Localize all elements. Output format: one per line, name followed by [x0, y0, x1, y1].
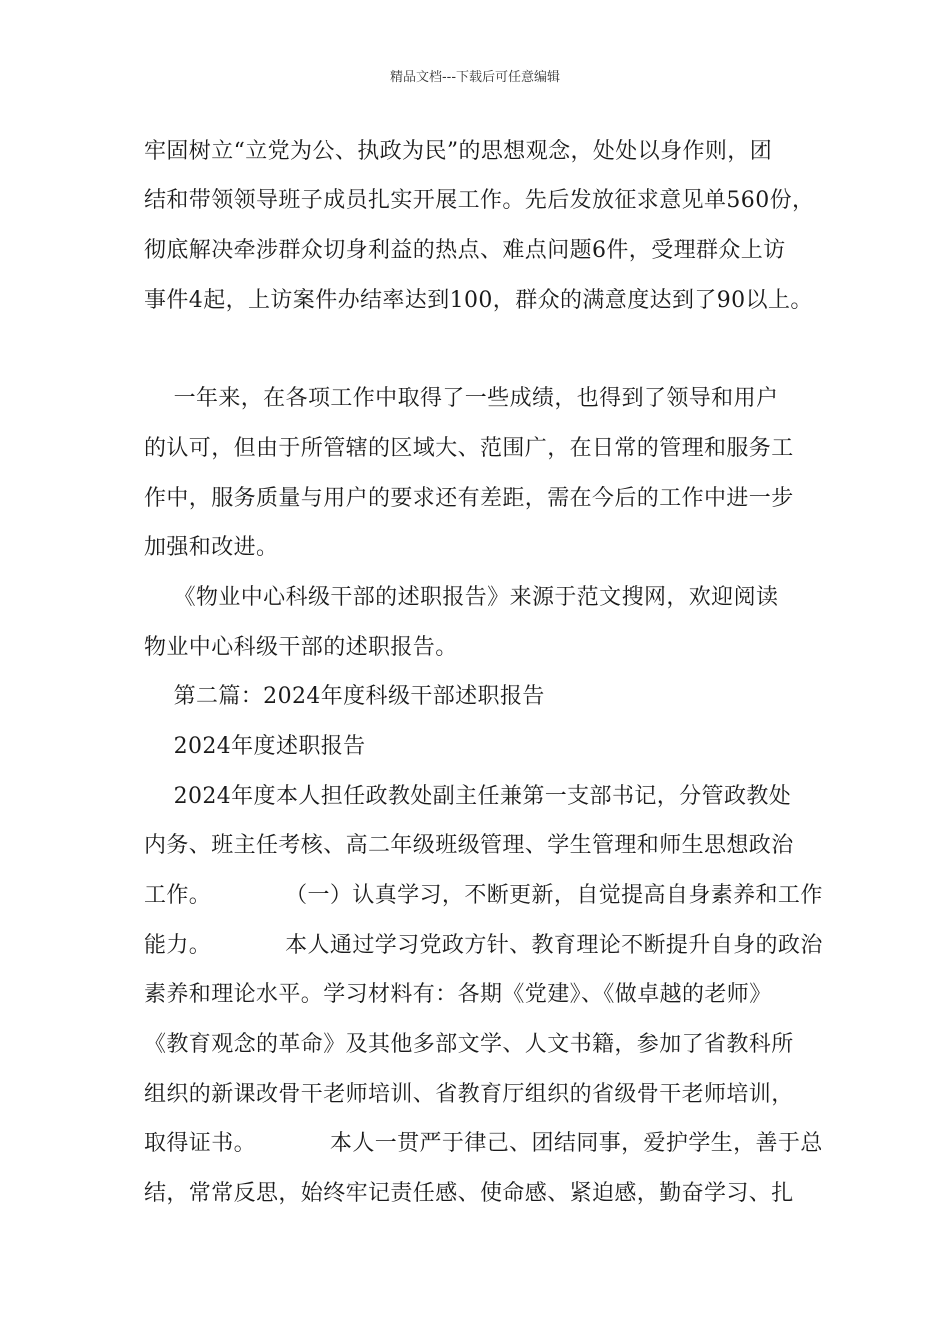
text-line: 结和带领领导班子成员扎实开展工作。先后发放征求意见单560份，	[144, 188, 815, 213]
text-line: 牢固树立“立党为公、执政为民”的思想观念，处处以身作则，团	[144, 139, 773, 164]
text-line: 取得证书。 本人一贯严于律己、团结同事，爱护学生，善于总	[144, 1131, 823, 1156]
section-title: 第二篇：2024年度科级干部述职报告	[144, 684, 545, 709]
text-line: 2024年度本人担任政教处副主任兼第一支部书记，分管政教处	[144, 784, 792, 809]
text-line: 物业中心科级干部的述职报告。	[144, 635, 458, 660]
section-subtitle: 2024年度述职报告	[144, 734, 366, 759]
text-line: 结，常常反思，始终牢记责任感、使命感、紧迫感，勤奋学习、扎	[144, 1181, 794, 1206]
text-line: 能力。 本人通过学习党政方针、教育理论不断提升自身的政治	[144, 933, 823, 958]
text-line: 《物业中心科级干部的述职报告》来源于范文搜网，欢迎阅读	[144, 585, 779, 610]
text-line: 彻底解决牵涉群众切身利益的热点、难点问题6件，受理群众上访	[144, 238, 786, 263]
text-line: 加强和改进。	[144, 535, 279, 560]
text-line: 一年来，在各项工作中取得了一些成绩，也得到了领导和用户	[144, 386, 779, 411]
text-line: 作中，服务质量与用户的要求还有差距，需在今后的工作中进一步	[144, 486, 794, 511]
text-line: 事件4起，上访案件办结率达到100，群众的满意度达到了90以上。	[144, 288, 813, 313]
text-line: 的认可，但由于所管辖的区域大、范围广，在日常的管理和服务工	[144, 436, 794, 461]
text-line: 组织的新课改骨干老师培训、省教育厅组织的省级骨干老师培训，	[144, 1082, 794, 1107]
text-line: 素养和理论水平。学习材料有：各期《党建》、《做卓越的老师》	[144, 982, 772, 1007]
page-header: 精品文档---下载后可任意编辑	[389, 70, 561, 85]
text-line: 《教育观念的革命》及其他多部文学、人文书籍，参加了省教科所	[144, 1032, 794, 1057]
text-line: 工作。 （一）认真学习，不断更新，自觉提高自身素养和工作	[144, 883, 823, 908]
text-line: 内务、班主任考核、高二年级班级管理、学生管理和师生思想政治	[144, 833, 794, 858]
